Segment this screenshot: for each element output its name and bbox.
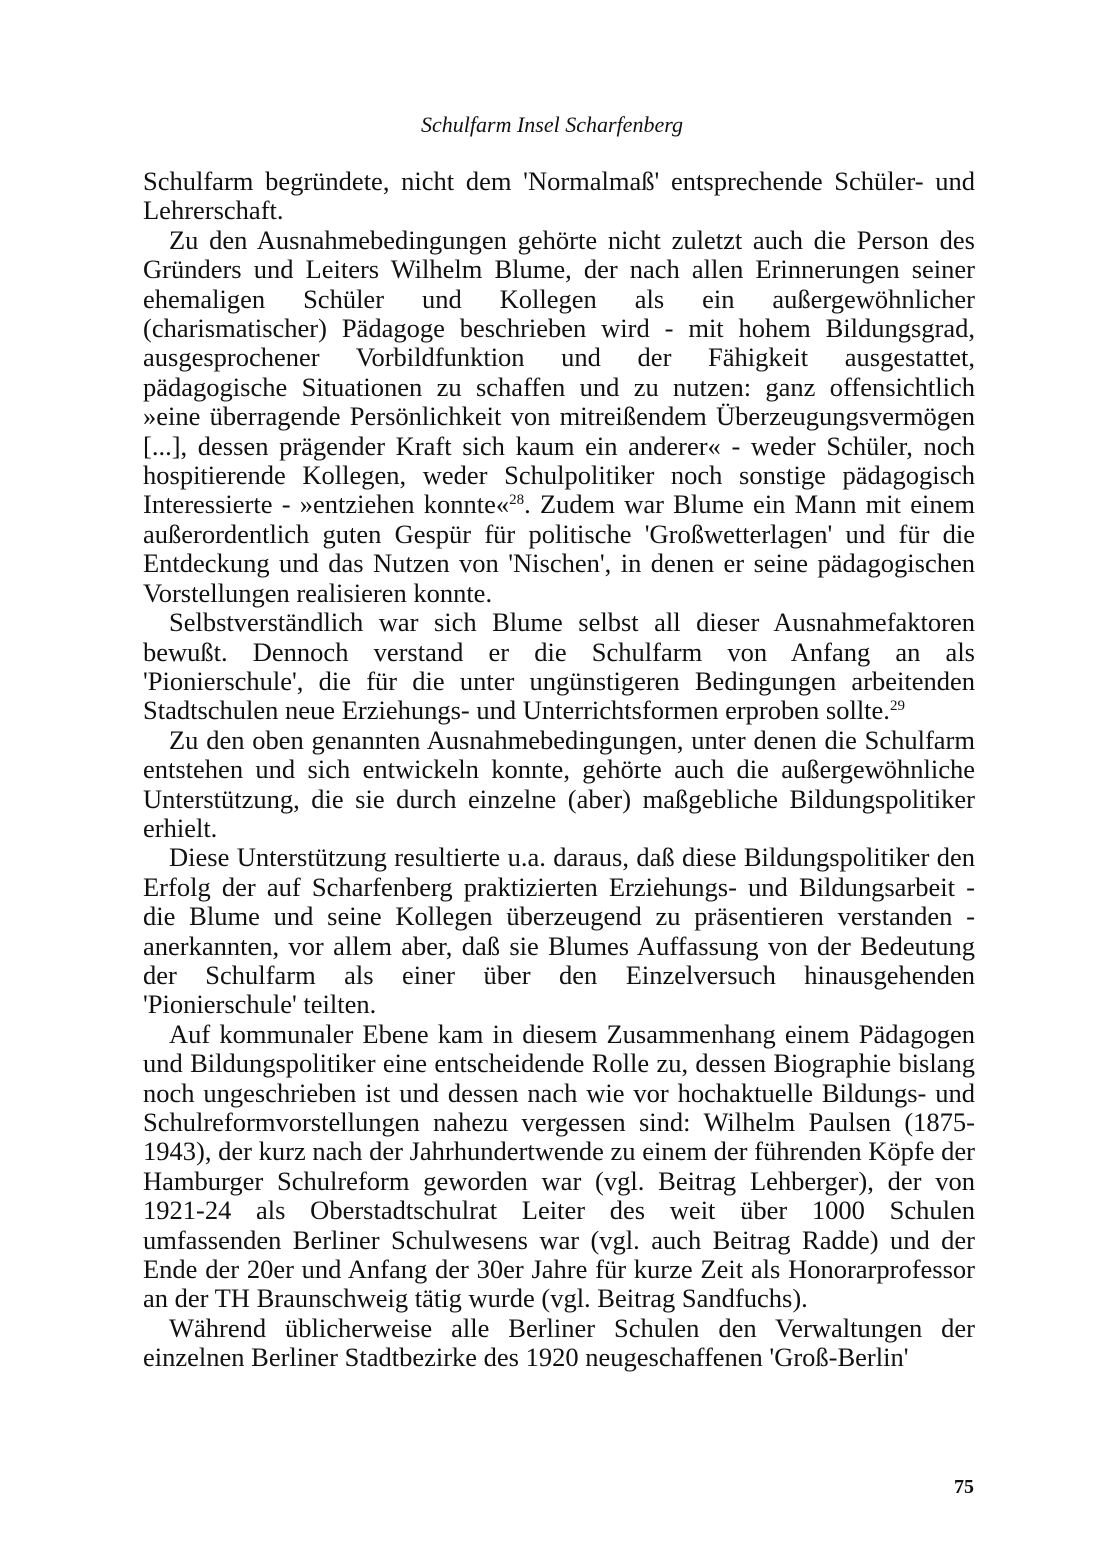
page-number: 75	[954, 1476, 974, 1498]
paragraph-6: Auf kommunaler Ebene kam in diesem Zusammenhang einem Pädagogen und Bildungspolitiker eine entscheidende Rolle zu, dessen Biographie bislang noch ungeschrieben ist und dessen nach wie vor hochaktuelle Bildungs- und Schulreformvorstellungen nahezu vergessen sind: Wilhelm Paulsen (1875-1943), der kurz nach der Jahrhundertwende zu einem der führenden Köpfe der Hamburger Schulreform geworden war (vgl. Beitrag Lehberger), der von 1921-24 als Oberstadtschulrat Leiter des weit über 1000 Schulen umfassenden Berliner Schulwesens war (vgl. auch Beitrag Radde) und der Ende der 20er und Anfang der 30er Jahre für kurze Zeit als Honorarprofessor an der TH Braunschweig tätig wurde (vgl. Beitrag Sandfuchs).	[143, 1018, 975, 1314]
running-head-title: Schulfarm Insel Scharfenberg	[421, 112, 683, 137]
footnote-ref-28: 28	[509, 492, 525, 509]
body-text	[143, 167, 975, 1373]
paragraph-5: Diese Unterstützung resultierte u.a. daraus, daß diese Bildungspolitiker den Erfolg der auf Scharfenberg praktizierten Erziehungs- und Bildungsarbeit - die Blume und seine Kollegen überzeugend zu präsentieren verstanden - anerkannten, vor allem aber, daß sie Blumes Auffassung von der Bedeutung der Schulfarm als einer über den Einzelversuch hinausgehenden 'Pionierschule' teilten.	[143, 842, 975, 1020]
paragraph-7: Während üblicherweise alle Berliner Schulen den Verwaltungen der einzelnen Berliner Stadtbezirke des 1920 neugeschaffenen 'Groß-Berlin'	[143, 1312, 975, 1373]
paragraph-2-text: Zu den Ausnahmebedingungen gehörte nicht zuletzt auch die Person des Gründers und Leiters Wilhelm Blume, der nach allen Erinnerungen seiner ehemaligen Schüler und Kollegen als ein außergewöhnlicher (charismatischer) Pädagoge beschrieben wird - mit hohem Bildungsgrad, ausgesprochener Vorbildfunktion und der Fähigkeit ausgestattet, pädagogische Situationen zu schaffen und zu nutzen: ganz offensichtlich »eine überragende Persönlichkeit von mitreißendem Überzeugungsvermögen [...], dessen prägender Kraft sich kaum ein anderer« - weder Schüler, noch hospitierende Kollegen, weder Schulpolitiker noch sonstige pädagogisch Interessierte - »entziehen konnte«	[143, 224, 975, 520]
paragraph-3	[143, 608, 975, 726]
paragraph-1: Schulfarm begründete, nicht dem 'Normalmaß' entsprechende Schüler- und Lehrerschaft.	[143, 166, 975, 226]
paragraph-3-text: Selbstverständlich war sich Blume selbst all dieser Ausnahmefaktoren bewußt. Dennoch verstand er die Schulfarm von Anfang an als 'Pionierschule', die für die unter ungünstigeren Bedingungen arbeitenden Stadtschulen neue Erziehungs- und Unterrichtsformen erproben sollte.	[143, 607, 975, 726]
paragraph-4: Zu den oben genannten Ausnahmebedingungen, unter denen die Schulfarm entstehen und sich entwickeln konnte, gehörte auch die außergewöhnliche Unterstützung, die sie durch einzelne (aber) maßgebliche Bildungspolitiker erhielt.	[143, 724, 975, 843]
paragraph-2	[143, 226, 975, 608]
footnote-ref-29: 29	[889, 698, 905, 715]
paragraph-2-text-cont: . Zudem war Blume ein Mann mit einem außerordentlich guten Gespür für politische 'Großwetterlagen' und für die Entdeckung und das Nutzen von 'Nischen', in denen er seine pädagogischen Vorstellungen realisieren konnte.	[143, 489, 975, 608]
